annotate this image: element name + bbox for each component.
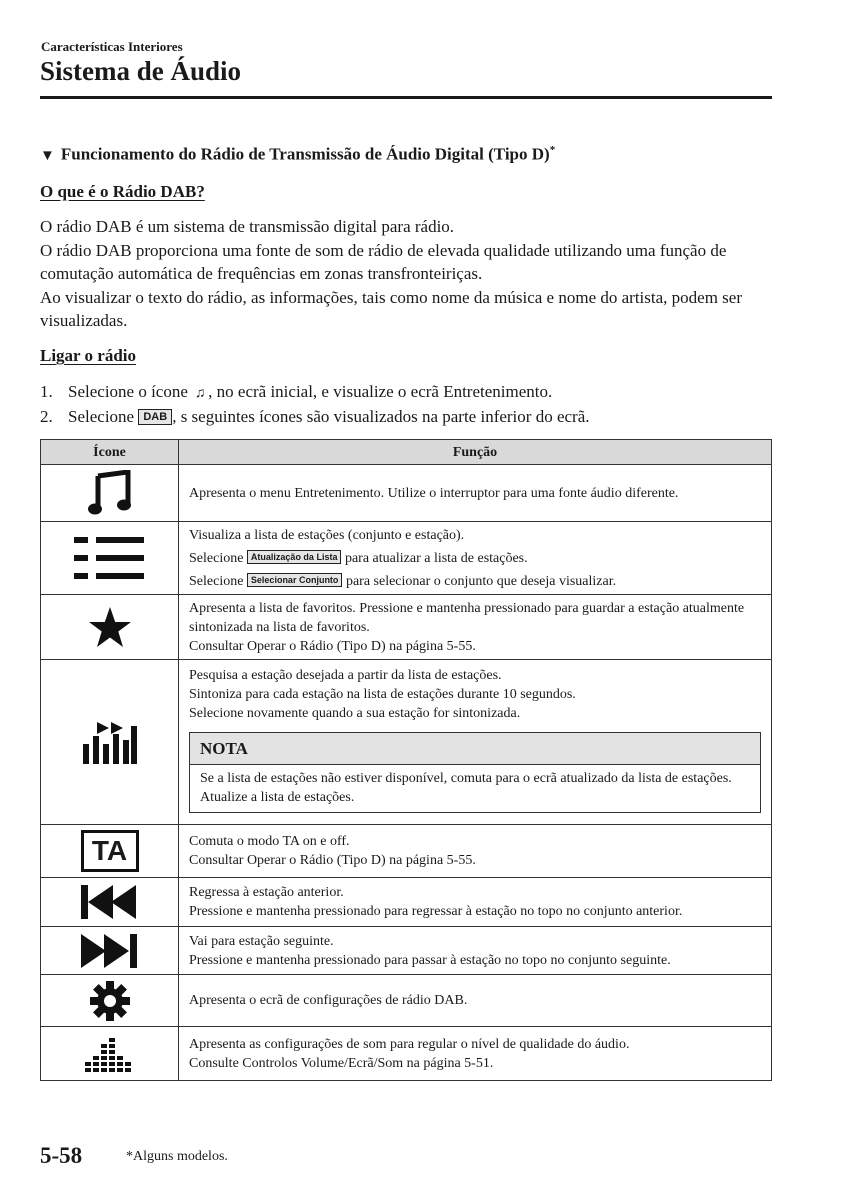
step-text: Selecione o ícone [68,382,188,401]
step-1 [40,380,590,405]
table-row [41,595,772,660]
function-text: Sintoniza para cada estação na lista de estações durante 10 segundos. [189,686,576,702]
subheading-turn-on-radio: Ligar o rádio [40,346,137,365]
table-header-row [41,440,772,465]
icon-cell [41,660,179,825]
function-text: Consultar Operar o Rádio (Tipo D) na página 5-55. [189,638,476,654]
star-icon [88,606,132,648]
section-heading-text: Funcionamento do Rádio de Transmissão de Áudio Digital (Tipo D) [60,144,550,164]
function-text [189,572,761,591]
note-box [189,732,761,813]
icon-cell [41,878,179,927]
update-list-button: Atualização da Lista [247,550,342,564]
gear-icon [90,981,130,1021]
next-track-icon [81,934,139,968]
function-text: Pressione e mantenha pressionado para regressar à estação no topo no conjunto anterior. [189,904,683,919]
function-text: Visualiza a lista de estações (conjunto e estação). [189,527,465,543]
function-text: Regressa à estação anterior. [189,885,344,900]
column-header-icon: Ícone [41,440,179,465]
function-text: Consulte Controlos Volume/Ecrã/Som na página 5-51. [189,1055,494,1071]
table-row [41,878,772,927]
table-row [41,927,772,975]
function-text: Pesquisa a estação desejada a partir da lista de estações. [189,667,502,683]
equalizer-icon [85,1034,135,1074]
steps-list [40,380,590,429]
table-row [41,1027,772,1081]
icon-cell [41,975,179,1027]
intro-text [40,215,785,333]
music-note-icon: ♫ [194,386,206,401]
ta-icon-label: TA [91,835,128,866]
icon-function-table [40,439,772,1081]
step-text: Selecione [68,406,135,426]
function-cell [179,927,772,975]
intro-paragraph: Ao visualizar o texto do rádio, as informações, tais como nome da música e nome do artista, podem ser visualizadas. [40,287,742,330]
step-number: 1. [40,382,53,401]
icon-cell [41,825,179,878]
function-text: Comuta o modo TA on e off. [189,834,350,849]
function-text: Pressione e mantenha pressionado para passar à estação no topo no conjunto seguinte. [189,952,671,968]
table-row [41,465,772,522]
music-note-icon [88,470,132,516]
function-text: Selecione [189,573,244,589]
function-text: Selecione [189,550,244,566]
step-number: 2. [40,406,53,426]
function-cell [179,1027,772,1081]
ta-icon [81,830,139,872]
function-cell [179,465,772,522]
dab-button: DAB [138,409,172,425]
icon-cell [41,1027,179,1081]
icon-cell [41,927,179,975]
icon-cell [41,595,179,660]
function-cell [179,975,772,1027]
page-title: Sistema de Áudio [40,56,242,86]
function-text: para atualizar a lista de estações. [344,550,528,566]
subheading-what-is-dab: O que é o Rádio DAB? [40,182,205,201]
step-2 [40,405,590,430]
list-icon [74,535,146,581]
function-cell [179,660,772,825]
footnote: *Alguns modelos. [126,1149,228,1164]
function-cell [179,522,772,595]
function-text: Apresenta o ecrã de configurações de rádio DAB. [189,993,468,1008]
column-header-function: Função [179,440,772,465]
table-row [41,975,772,1027]
note-title: NOTA [190,733,760,765]
function-text: Selecione novamente quando a sua estação for sintonizada. [189,705,521,721]
function-text: Apresenta a lista de favoritos. Pressione e mantenha pressionado para guardar a estação atualmente sintonizada na lista de favoritos. [189,600,745,635]
select-ensemble-button: Selecionar Conjunto [247,573,343,587]
function-text: Apresenta o menu Entretenimento. Utilize o interruptor para uma fonte áudio diferente. [189,485,679,501]
title-rule [40,96,772,99]
function-text: Vai para estação seguinte. [189,933,334,949]
function-text: Consultar Operar o Rádio (Tipo D) na página 5-55. [189,853,476,868]
intro-paragraph: O rádio DAB proporciona uma fonte de som de rádio de elevada qualidade utilizando uma função de comutação automática de frequências em zonas transfronteiriças. [40,240,727,283]
function-cell [179,595,772,660]
table-row [41,825,772,878]
scan-icon [83,720,137,764]
previous-track-icon [81,885,139,919]
icon-cell [41,522,179,595]
note-text: Se a lista de estações não estiver disponível, comuta para o ecrã atualizado da lista de estações. Atualize a lista de estações. [200,770,732,805]
triangle-marker-icon: ▼ [40,147,55,164]
asterisk: * [549,144,556,156]
intro-paragraph: O rádio DAB é um sistema de transmissão digital para rádio. [40,217,455,236]
section-label: Características Interiores [41,39,183,54]
function-cell [179,825,772,878]
function-cell [179,878,772,927]
table-row [41,522,772,595]
function-text: para selecionar o conjunto que deseja visualizar. [345,573,617,589]
function-text [189,549,761,568]
page-number: 5-58 [40,1143,83,1168]
section-heading [40,144,555,165]
table-row [41,660,772,825]
step-text: , no ecrã inicial, e visualize o ecrã Entretenimento. [208,382,553,401]
function-text: Apresenta as configurações de som para regular o nível de qualidade do áudio. [189,1036,630,1052]
step-text: , s seguintes ícones são visualizados na parte inferior do ecrã. [172,406,590,426]
icon-cell [41,465,179,522]
